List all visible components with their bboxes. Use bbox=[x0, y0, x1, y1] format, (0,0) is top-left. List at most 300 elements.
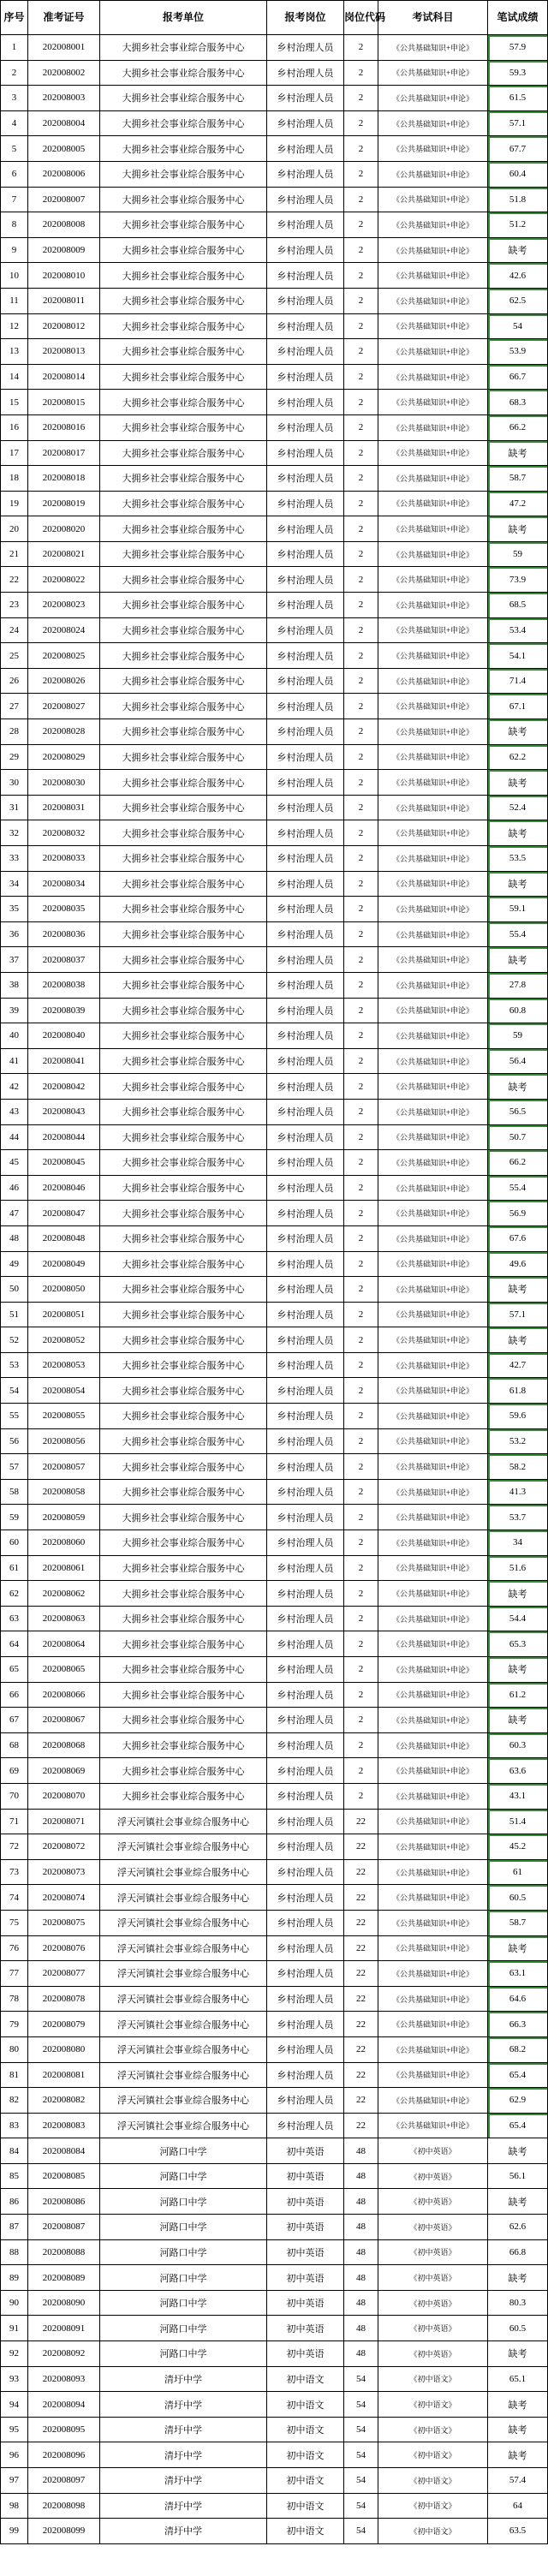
score: 57.1 bbox=[488, 110, 548, 136]
score: 43.1 bbox=[488, 1783, 548, 1809]
subject: 《公共基础知识+申论》 bbox=[378, 1657, 488, 1683]
position-code: 2 bbox=[344, 744, 378, 770]
position-code: 2 bbox=[344, 541, 378, 567]
position-code: 22 bbox=[344, 1885, 378, 1911]
subject: 《公共基础知识+申论》 bbox=[378, 795, 488, 820]
row-index: 97 bbox=[1, 2468, 28, 2494]
subject: 《初中英语》 bbox=[378, 2290, 488, 2316]
table-row bbox=[1, 35, 548, 61]
table-row bbox=[1, 2341, 548, 2367]
unit: 大拥乡社会事业综合服务中心 bbox=[100, 1454, 267, 1480]
unit: 大拥乡社会事业综合服务中心 bbox=[100, 212, 267, 238]
table-row bbox=[1, 1479, 548, 1505]
header-unit: 报考单位 bbox=[100, 1, 267, 35]
row-index: 76 bbox=[1, 1935, 28, 1961]
subject: 《公共基础知识+申论》 bbox=[378, 1048, 488, 1074]
position: 乡村治理人员 bbox=[267, 1225, 344, 1251]
row-index: 89 bbox=[1, 2265, 28, 2291]
ticket-number: 202008025 bbox=[28, 643, 100, 669]
subject: 《公共基础知识+申论》 bbox=[378, 1783, 488, 1809]
unit: 大拥乡社会事业综合服务中心 bbox=[100, 719, 267, 745]
position: 乡村治理人员 bbox=[267, 1758, 344, 1784]
score: 缺考 bbox=[488, 2442, 548, 2468]
unit: 河路口中学 bbox=[100, 2316, 267, 2341]
unit: 大拥乡社会事业综合服务中心 bbox=[100, 1277, 267, 1303]
position: 乡村治理人员 bbox=[267, 1783, 344, 1809]
position: 乡村治理人员 bbox=[267, 1910, 344, 1935]
position: 初中语文 bbox=[267, 2366, 344, 2392]
table-row bbox=[1, 1682, 548, 1708]
subject: 《公共基础知识+申论》 bbox=[378, 2062, 488, 2088]
ticket-number: 202008065 bbox=[28, 1657, 100, 1683]
position: 初中英语 bbox=[267, 2265, 344, 2291]
row-index: 71 bbox=[1, 1809, 28, 1834]
position-code: 48 bbox=[344, 2138, 378, 2164]
unit: 大拥乡社会事业综合服务中心 bbox=[100, 617, 267, 643]
score: 59.1 bbox=[488, 897, 548, 922]
subject: 《公共基础知识+申论》 bbox=[378, 466, 488, 492]
score: 60.5 bbox=[488, 2316, 548, 2341]
unit: 大拥乡社会事业综合服务中心 bbox=[100, 668, 267, 694]
subject: 《公共基础知识+申论》 bbox=[378, 1251, 488, 1277]
ticket-number: 202008074 bbox=[28, 1885, 100, 1911]
unit: 大拥乡社会事业综合服务中心 bbox=[100, 1201, 267, 1226]
ticket-number: 202008010 bbox=[28, 263, 100, 289]
position: 初中英语 bbox=[267, 2341, 344, 2367]
subject: 《公共基础知识+申论》 bbox=[378, 364, 488, 390]
table-row bbox=[1, 2519, 548, 2544]
score: 缺考 bbox=[488, 440, 548, 466]
header-position-code: 岗位代码 bbox=[344, 1, 378, 35]
unit: 浮天河镇社会事业综合服务中心 bbox=[100, 2088, 267, 2114]
position-code: 2 bbox=[344, 1048, 378, 1074]
ticket-number: 202008002 bbox=[28, 60, 100, 86]
subject: 《初中英语》 bbox=[378, 2265, 488, 2291]
subject: 《公共基础知识+申论》 bbox=[378, 1530, 488, 1556]
score: 66.2 bbox=[488, 1150, 548, 1176]
row-index: 74 bbox=[1, 1885, 28, 1911]
row-index: 16 bbox=[1, 414, 28, 440]
table-row bbox=[1, 1404, 548, 1429]
position-code: 2 bbox=[344, 1175, 378, 1201]
score: 51.8 bbox=[488, 187, 548, 212]
row-index: 86 bbox=[1, 2189, 28, 2215]
row-index: 54 bbox=[1, 1378, 28, 1404]
subject: 《公共基础知识+申论》 bbox=[378, 567, 488, 593]
score: 缺考 bbox=[488, 237, 548, 263]
ticket-number: 202008085 bbox=[28, 2163, 100, 2189]
ticket-number: 202008047 bbox=[28, 1201, 100, 1226]
ticket-number: 202008080 bbox=[28, 2036, 100, 2062]
position: 乡村治理人员 bbox=[267, 1732, 344, 1758]
row-index: 62 bbox=[1, 1581, 28, 1607]
unit: 大拥乡社会事业综合服务中心 bbox=[100, 491, 267, 516]
position: 乡村治理人员 bbox=[267, 1809, 344, 1834]
row-index: 34 bbox=[1, 871, 28, 897]
score: 66.8 bbox=[488, 2239, 548, 2265]
unit: 浮天河镇社会事业综合服务中心 bbox=[100, 1935, 267, 1961]
position: 乡村治理人员 bbox=[267, 1352, 344, 1378]
unit: 河路口中学 bbox=[100, 2341, 267, 2367]
table-row bbox=[1, 2062, 548, 2088]
position-code: 2 bbox=[344, 288, 378, 313]
score: 64 bbox=[488, 2493, 548, 2519]
position-code: 2 bbox=[344, 466, 378, 492]
position-code: 2 bbox=[344, 1023, 378, 1049]
unit: 大拥乡社会事业综合服务中心 bbox=[100, 593, 267, 618]
header-row bbox=[1, 1, 548, 35]
position: 乡村治理人员 bbox=[267, 1505, 344, 1530]
position-code: 2 bbox=[344, 1378, 378, 1404]
table-row bbox=[1, 897, 548, 922]
position-code: 22 bbox=[344, 1935, 378, 1961]
position-code: 2 bbox=[344, 1428, 378, 1454]
position-code: 22 bbox=[344, 2113, 378, 2138]
ticket-number: 202008073 bbox=[28, 1859, 100, 1885]
score: 57.9 bbox=[488, 35, 548, 61]
unit: 浮天河镇社会事业综合服务中心 bbox=[100, 1910, 267, 1935]
unit: 河路口中学 bbox=[100, 2265, 267, 2291]
row-index: 64 bbox=[1, 1631, 28, 1657]
position: 乡村治理人员 bbox=[267, 1682, 344, 1708]
row-index: 81 bbox=[1, 2062, 28, 2088]
table-row bbox=[1, 1277, 548, 1303]
score: 60.4 bbox=[488, 161, 548, 187]
subject: 《初中英语》 bbox=[378, 2316, 488, 2341]
position: 乡村治理人员 bbox=[267, 668, 344, 694]
score: 缺考 bbox=[488, 1074, 548, 1100]
table-row bbox=[1, 2036, 548, 2062]
ticket-number: 202008089 bbox=[28, 2265, 100, 2291]
position: 乡村治理人员 bbox=[267, 1327, 344, 1353]
ticket-number: 202008048 bbox=[28, 1225, 100, 1251]
position: 乡村治理人员 bbox=[267, 593, 344, 618]
position-code: 22 bbox=[344, 1834, 378, 1860]
unit: 大拥乡社会事业综合服务中心 bbox=[100, 1378, 267, 1404]
row-index: 51 bbox=[1, 1302, 28, 1327]
position-code: 2 bbox=[344, 1454, 378, 1480]
position-code: 2 bbox=[344, 719, 378, 745]
unit: 大拥乡社会事业综合服务中心 bbox=[100, 237, 267, 263]
row-index: 95 bbox=[1, 2417, 28, 2442]
unit: 大拥乡社会事业综合服务中心 bbox=[100, 35, 267, 61]
unit: 大拥乡社会事业综合服务中心 bbox=[100, 1175, 267, 1201]
position-code: 54 bbox=[344, 2493, 378, 2519]
subject: 《公共基础知识+申论》 bbox=[378, 921, 488, 947]
score: 53.9 bbox=[488, 339, 548, 365]
ticket-number: 202008054 bbox=[28, 1378, 100, 1404]
table-row bbox=[1, 212, 548, 238]
ticket-number: 202008091 bbox=[28, 2316, 100, 2341]
table-row bbox=[1, 1074, 548, 1100]
position: 乡村治理人员 bbox=[267, 187, 344, 212]
position-code: 2 bbox=[344, 1201, 378, 1226]
position: 乡村治理人员 bbox=[267, 1961, 344, 1987]
score: 缺考 bbox=[488, 2392, 548, 2418]
position-code: 2 bbox=[344, 1758, 378, 1784]
row-index: 36 bbox=[1, 921, 28, 947]
position: 乡村治理人员 bbox=[267, 567, 344, 593]
table-row bbox=[1, 2265, 548, 2291]
unit: 大拥乡社会事业综合服务中心 bbox=[100, 694, 267, 719]
position-code: 2 bbox=[344, 187, 378, 212]
ticket-number: 202008003 bbox=[28, 86, 100, 111]
table-row bbox=[1, 86, 548, 111]
table-row bbox=[1, 466, 548, 492]
score: 65.4 bbox=[488, 2062, 548, 2088]
ticket-number: 202008051 bbox=[28, 1302, 100, 1327]
position-code: 2 bbox=[344, 770, 378, 796]
table-row bbox=[1, 998, 548, 1023]
score: 68.5 bbox=[488, 593, 548, 618]
position-code: 2 bbox=[344, 1505, 378, 1530]
table-row bbox=[1, 1048, 548, 1074]
subject: 《公共基础知识+申论》 bbox=[378, 593, 488, 618]
row-index: 67 bbox=[1, 1708, 28, 1733]
unit: 大拥乡社会事业综合服务中心 bbox=[100, 744, 267, 770]
unit: 大拥乡社会事业综合服务中心 bbox=[100, 1327, 267, 1353]
position-code: 54 bbox=[344, 2392, 378, 2418]
unit: 清圩中学 bbox=[100, 2519, 267, 2544]
row-index: 6 bbox=[1, 161, 28, 187]
unit: 大拥乡社会事业综合服务中心 bbox=[100, 1074, 267, 1100]
position: 乡村治理人员 bbox=[267, 1479, 344, 1505]
position-code: 2 bbox=[344, 212, 378, 238]
score: 51.6 bbox=[488, 1555, 548, 1581]
row-index: 17 bbox=[1, 440, 28, 466]
ticket-number: 202008016 bbox=[28, 414, 100, 440]
ticket-number: 202008033 bbox=[28, 846, 100, 872]
position: 初中英语 bbox=[267, 2138, 344, 2164]
score: 54.1 bbox=[488, 643, 548, 669]
subject: 《公共基础知识+申论》 bbox=[378, 516, 488, 542]
position-code: 48 bbox=[344, 2290, 378, 2316]
ticket-number: 202008004 bbox=[28, 110, 100, 136]
table-row bbox=[1, 1885, 548, 1911]
ticket-number: 202008075 bbox=[28, 1910, 100, 1935]
ticket-number: 202008063 bbox=[28, 1606, 100, 1631]
header-position: 报考岗位 bbox=[267, 1, 344, 35]
position-code: 48 bbox=[344, 2265, 378, 2291]
unit: 大拥乡社会事业综合服务中心 bbox=[100, 795, 267, 820]
unit: 大拥乡社会事业综合服务中心 bbox=[100, 1428, 267, 1454]
score: 49.6 bbox=[488, 1251, 548, 1277]
subject: 《初中语文》 bbox=[378, 2519, 488, 2544]
table-row bbox=[1, 2138, 548, 2164]
row-index: 59 bbox=[1, 1505, 28, 1530]
ticket-number: 202008031 bbox=[28, 795, 100, 820]
table-row bbox=[1, 719, 548, 745]
score: 57.1 bbox=[488, 1302, 548, 1327]
unit: 大拥乡社会事业综合服务中心 bbox=[100, 1682, 267, 1708]
ticket-number: 202008013 bbox=[28, 339, 100, 365]
row-index: 23 bbox=[1, 593, 28, 618]
subject: 《公共基础知识+申论》 bbox=[378, 1124, 488, 1150]
table-row bbox=[1, 364, 548, 390]
position: 乡村治理人员 bbox=[267, 921, 344, 947]
ticket-number: 202008039 bbox=[28, 998, 100, 1023]
score: 60.3 bbox=[488, 1732, 548, 1758]
subject: 《公共基础知识+申论》 bbox=[378, 1758, 488, 1784]
row-index: 1 bbox=[1, 35, 28, 61]
unit: 大拥乡社会事业综合服务中心 bbox=[100, 1225, 267, 1251]
row-index: 19 bbox=[1, 491, 28, 516]
position: 乡村治理人员 bbox=[267, 1530, 344, 1556]
ticket-number: 202008038 bbox=[28, 972, 100, 998]
unit: 大拥乡社会事业综合服务中心 bbox=[100, 947, 267, 973]
position-code: 2 bbox=[344, 1225, 378, 1251]
score: 65.1 bbox=[488, 2366, 548, 2392]
position: 乡村治理人员 bbox=[267, 1935, 344, 1961]
position-code: 48 bbox=[344, 2341, 378, 2367]
position: 乡村治理人员 bbox=[267, 212, 344, 238]
position: 乡村治理人员 bbox=[267, 390, 344, 415]
position-code: 54 bbox=[344, 2468, 378, 2494]
ticket-number: 202008076 bbox=[28, 1935, 100, 1961]
subject: 《公共基础知识+申论》 bbox=[378, 440, 488, 466]
position-code: 2 bbox=[344, 795, 378, 820]
subject: 《公共基础知识+申论》 bbox=[378, 897, 488, 922]
position: 乡村治理人员 bbox=[267, 1986, 344, 2012]
unit: 大拥乡社会事业综合服务中心 bbox=[100, 1657, 267, 1683]
table-row bbox=[1, 1530, 548, 1556]
unit: 浮天河镇社会事业综合服务中心 bbox=[100, 1834, 267, 1860]
score: 56.4 bbox=[488, 1048, 548, 1074]
row-index: 80 bbox=[1, 2036, 28, 2062]
row-index: 38 bbox=[1, 972, 28, 998]
unit: 大拥乡社会事业综合服务中心 bbox=[100, 1352, 267, 1378]
table-row bbox=[1, 1023, 548, 1049]
row-index: 33 bbox=[1, 846, 28, 872]
position: 乡村治理人员 bbox=[267, 897, 344, 922]
table-row bbox=[1, 1732, 548, 1758]
unit: 大拥乡社会事业综合服务中心 bbox=[100, 1023, 267, 1049]
subject: 《公共基础知识+申论》 bbox=[378, 1454, 488, 1480]
ticket-number: 202008082 bbox=[28, 2088, 100, 2114]
ticket-number: 202008008 bbox=[28, 212, 100, 238]
row-index: 40 bbox=[1, 1023, 28, 1049]
unit: 大拥乡社会事业综合服务中心 bbox=[100, 1732, 267, 1758]
score: 67.1 bbox=[488, 694, 548, 719]
row-index: 68 bbox=[1, 1732, 28, 1758]
score: 缺考 bbox=[488, 516, 548, 542]
row-index: 37 bbox=[1, 947, 28, 973]
position: 乡村治理人员 bbox=[267, 846, 344, 872]
row-index: 60 bbox=[1, 1530, 28, 1556]
table-row bbox=[1, 288, 548, 313]
score: 71.4 bbox=[488, 668, 548, 694]
position: 乡村治理人员 bbox=[267, 871, 344, 897]
unit: 河路口中学 bbox=[100, 2163, 267, 2189]
ticket-number: 202008001 bbox=[28, 35, 100, 61]
row-index: 49 bbox=[1, 1251, 28, 1277]
position-code: 2 bbox=[344, 1302, 378, 1327]
position: 乡村治理人员 bbox=[267, 1302, 344, 1327]
score: 缺考 bbox=[488, 2417, 548, 2442]
table-row bbox=[1, 770, 548, 796]
unit: 清圩中学 bbox=[100, 2493, 267, 2519]
score: 58.2 bbox=[488, 1454, 548, 1480]
subject: 《公共基础知识+申论》 bbox=[378, 1150, 488, 1176]
subject: 《公共基础知识+申论》 bbox=[378, 1277, 488, 1303]
table-row bbox=[1, 237, 548, 263]
row-index: 58 bbox=[1, 1479, 28, 1505]
row-index: 90 bbox=[1, 2290, 28, 2316]
subject: 《公共基础知识+申论》 bbox=[378, 1986, 488, 2012]
table-row bbox=[1, 2290, 548, 2316]
table-row bbox=[1, 871, 548, 897]
unit: 大拥乡社会事业综合服务中心 bbox=[100, 1530, 267, 1556]
table-row bbox=[1, 1581, 548, 1607]
unit: 大拥乡社会事业综合服务中心 bbox=[100, 541, 267, 567]
score: 59 bbox=[488, 541, 548, 567]
row-index: 72 bbox=[1, 1834, 28, 1860]
score: 59.3 bbox=[488, 60, 548, 86]
position: 乡村治理人员 bbox=[267, 440, 344, 466]
unit: 大拥乡社会事业综合服务中心 bbox=[100, 440, 267, 466]
subject: 《公共基础知识+申论》 bbox=[378, 1201, 488, 1226]
ticket-number: 202008072 bbox=[28, 1834, 100, 1860]
position: 乡村治理人员 bbox=[267, 339, 344, 365]
position: 乡村治理人员 bbox=[267, 1201, 344, 1226]
table-row bbox=[1, 1099, 548, 1124]
table-row bbox=[1, 1555, 548, 1581]
score: 73.9 bbox=[488, 567, 548, 593]
row-index: 7 bbox=[1, 187, 28, 212]
ticket-number: 202008006 bbox=[28, 161, 100, 187]
row-index: 56 bbox=[1, 1428, 28, 1454]
position-code: 2 bbox=[344, 820, 378, 846]
subject: 《公共基础知识+申论》 bbox=[378, 414, 488, 440]
ticket-number: 202008029 bbox=[28, 744, 100, 770]
score: 63.6 bbox=[488, 1758, 548, 1784]
table-row bbox=[1, 1758, 548, 1784]
ticket-number: 202008009 bbox=[28, 237, 100, 263]
position-code: 2 bbox=[344, 364, 378, 390]
score: 61 bbox=[488, 1859, 548, 1885]
subject: 《公共基础知识+申论》 bbox=[378, 846, 488, 872]
subject: 《公共基础知识+申论》 bbox=[378, 871, 488, 897]
table-row bbox=[1, 136, 548, 162]
row-index: 18 bbox=[1, 466, 28, 492]
unit: 大拥乡社会事业综合服务中心 bbox=[100, 1099, 267, 1124]
position: 乡村治理人员 bbox=[267, 2036, 344, 2062]
ticket-number: 202008086 bbox=[28, 2189, 100, 2215]
table-row bbox=[1, 2468, 548, 2494]
row-index: 94 bbox=[1, 2392, 28, 2418]
position: 乡村治理人员 bbox=[267, 1631, 344, 1657]
score: 80.3 bbox=[488, 2290, 548, 2316]
subject: 《初中语文》 bbox=[378, 2493, 488, 2519]
row-index: 43 bbox=[1, 1099, 28, 1124]
position-code: 22 bbox=[344, 1809, 378, 1834]
score: 缺考 bbox=[488, 2341, 548, 2367]
score: 60.8 bbox=[488, 998, 548, 1023]
subject: 《公共基础知识+申论》 bbox=[378, 2012, 488, 2037]
ticket-number: 202008020 bbox=[28, 516, 100, 542]
position-code: 2 bbox=[344, 237, 378, 263]
table-row bbox=[1, 1225, 548, 1251]
score: 55.4 bbox=[488, 921, 548, 947]
table-row bbox=[1, 390, 548, 415]
position-code: 2 bbox=[344, 593, 378, 618]
position-code: 2 bbox=[344, 440, 378, 466]
unit: 大拥乡社会事业综合服务中心 bbox=[100, 1606, 267, 1631]
position: 乡村治理人员 bbox=[267, 719, 344, 745]
table-row bbox=[1, 567, 548, 593]
position: 初中语文 bbox=[267, 2519, 344, 2544]
subject: 《公共基础知识+申论》 bbox=[378, 998, 488, 1023]
